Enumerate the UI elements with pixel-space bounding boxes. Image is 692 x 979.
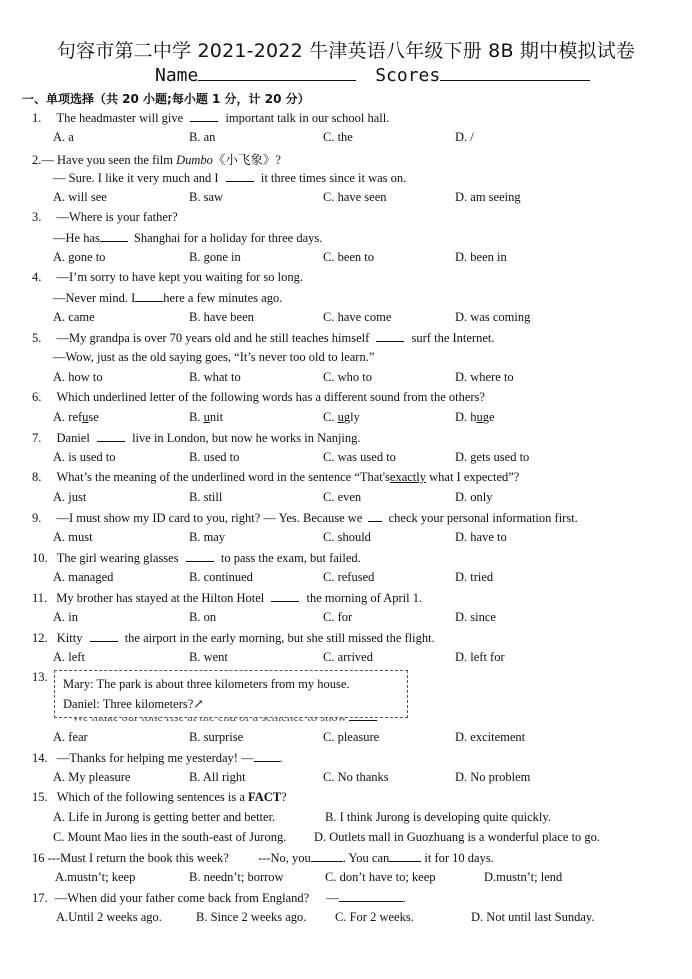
question-number: 15. <box>32 790 48 804</box>
question-text: here a few minutes ago. <box>163 291 283 305</box>
option-d[interactable]: D. / <box>455 130 474 144</box>
question-text: —My grandpa is over 70 years old and he still teaches himself <box>56 331 370 345</box>
question-number: 9. <box>32 511 42 525</box>
question-7 <box>32 430 361 446</box>
question-text: My brother has stayed at the Hilton Hotel <box>56 591 265 605</box>
question-8 <box>32 470 519 485</box>
answer-blank[interactable] <box>90 630 118 642</box>
option-a[interactable]: A. a <box>53 130 74 144</box>
answer-blank[interactable] <box>271 590 299 602</box>
option-c[interactable]: C. For 2 weeks. <box>335 910 414 924</box>
option-d[interactable]: D. have to <box>455 530 507 544</box>
question-text: —When did your father come back from England? <box>54 891 310 905</box>
question-text: . You can <box>342 851 390 865</box>
question-text: —Never mind. I <box>53 291 136 305</box>
option-a[interactable]: A.mustn’t; keep <box>55 870 136 884</box>
option-c[interactable]: C. who to <box>323 370 372 384</box>
question-text: the morning of April 1. <box>306 591 423 605</box>
question-text: —He has <box>53 231 100 245</box>
option-b[interactable]: B. have been <box>189 310 254 324</box>
option-d[interactable]: D. since <box>455 610 496 624</box>
option-d[interactable]: D. only <box>455 490 493 504</box>
option-b[interactable]: B. used to <box>189 450 240 464</box>
option-c[interactable]: C. No thanks <box>323 770 389 784</box>
underlined-letter: u <box>82 410 89 424</box>
option-a[interactable]: A. how to <box>53 370 103 384</box>
question-text: The girl wearing glasses <box>56 551 179 565</box>
question-6 <box>32 390 485 405</box>
underlined-word: exactly <box>389 470 426 484</box>
question-text: . <box>279 751 283 765</box>
option-d[interactable] <box>455 410 495 425</box>
answer-blank[interactable] <box>226 170 254 182</box>
option-b[interactable]: B. I think Jurong is developing quite quickly. <box>325 810 551 824</box>
option-b[interactable]: B. needn’t; borrow <box>189 870 284 884</box>
option-a[interactable]: A. left <box>53 650 85 664</box>
option-b[interactable]: B. Since 2 weeks ago. <box>196 910 307 924</box>
option-c[interactable]: C. should <box>323 530 371 544</box>
question-15 <box>32 790 287 805</box>
question-number: 5. <box>32 331 42 345</box>
answer-blank[interactable] <box>368 510 382 522</box>
question-number: 7. <box>32 431 42 445</box>
answer-blank[interactable] <box>389 850 421 862</box>
question-text: The headmaster will give <box>56 111 184 125</box>
answer-blank[interactable] <box>135 290 163 302</box>
option-d[interactable]: D. left for <box>455 650 505 664</box>
scores-field[interactable] <box>440 64 590 81</box>
underlined-letter: u <box>337 410 344 424</box>
option-b[interactable]: B. still <box>189 490 223 504</box>
option-d[interactable]: D.mustn’t; lend <box>484 870 563 884</box>
question-text: it for 10 days. <box>424 851 494 865</box>
question-number: 16 --- <box>32 851 61 865</box>
option-a[interactable]: A. must <box>53 530 93 544</box>
question-text: — <box>326 891 339 905</box>
question-text: —Thanks for helping me yesterday! — <box>56 751 254 765</box>
question-2-line-2 <box>53 170 406 186</box>
question-10 <box>32 550 361 566</box>
name-label: Name <box>155 65 199 86</box>
option-d[interactable]: D. am seeing <box>455 190 521 204</box>
option-a[interactable]: A. gone to <box>53 250 106 264</box>
option-text: nit <box>209 410 224 424</box>
option-b[interactable]: B. on <box>189 610 217 624</box>
answer-blank[interactable] <box>376 330 404 342</box>
question-5 <box>32 330 494 346</box>
question-text: What’s the meaning of the underlined word in the sentence “That's <box>56 470 390 484</box>
question-text: live in London, but now he works in Nanjing. <box>132 431 361 445</box>
question-number: 1. <box>32 111 42 125</box>
page-title: 句容市第二中学 2021-2022 牛津英语八年级下册 8B 期中模拟试卷 <box>56 40 636 62</box>
underlined-letter: u <box>203 410 210 424</box>
option-text: se <box>88 410 99 424</box>
option-b[interactable] <box>189 410 223 425</box>
option-b[interactable]: B. continued <box>189 570 253 584</box>
question-number: 17. <box>32 891 48 905</box>
option-text: ge <box>482 410 495 424</box>
option-text: gly <box>343 410 360 424</box>
option-c[interactable]: C. refused <box>323 570 375 584</box>
question-text: Which underlined letter of the following words has a different sound from the others? <box>56 390 485 404</box>
option-a[interactable]: A. in <box>53 610 78 624</box>
option-b[interactable]: B. may <box>189 530 226 544</box>
question-text: important talk in our school hall. <box>225 111 390 125</box>
option-a[interactable]: A. came <box>53 310 95 324</box>
scores-label: Scores <box>375 65 441 86</box>
question-text: . <box>402 891 406 905</box>
question-text: —I’m sorry to have kept you waiting for so long. <box>56 270 303 284</box>
option-b[interactable]: B. saw <box>189 190 224 204</box>
question-text: to pass the exam, but failed. <box>220 551 361 565</box>
question-number: 6. <box>32 390 42 404</box>
answer-blank[interactable] <box>254 750 280 762</box>
question-text: Kitty <box>56 631 83 645</box>
question-text: Shanghai for a holiday for three days. <box>133 231 323 245</box>
option-a[interactable]: A. is used to <box>53 450 116 464</box>
option-a[interactable]: A. just <box>53 490 87 504</box>
question-text: —I must show my ID card to you, right? — Yes. Because we <box>56 511 363 525</box>
answer-blank[interactable] <box>186 550 214 562</box>
option-text: D. h <box>455 410 477 424</box>
option-c[interactable] <box>323 410 360 425</box>
question-5-line-2: —Wow, just as the old saying goes, “It’s never too old to learn.” <box>53 350 375 364</box>
option-a[interactable]: A. Life in Jurong is getting better and better. <box>53 810 276 824</box>
answer-blank[interactable] <box>190 110 218 122</box>
option-c[interactable]: C. been to <box>323 250 375 264</box>
name-score-row <box>155 64 590 86</box>
question-3 <box>32 210 178 225</box>
dialog-line-daniel: Daniel: Three kilometers?↗ <box>63 697 204 711</box>
option-a[interactable]: A. managed <box>53 570 114 584</box>
option-d[interactable]: D. No problem <box>455 770 531 784</box>
option-a[interactable]: A. will see <box>53 190 107 204</box>
option-c[interactable]: C. for <box>323 610 353 624</box>
question-16 <box>32 850 494 866</box>
option-b[interactable]: B. an <box>189 130 216 144</box>
option-text: B. <box>189 410 204 424</box>
answer-blank[interactable] <box>100 230 128 242</box>
question-17 <box>32 890 406 906</box>
question-3-line-2 <box>53 230 322 246</box>
question-text: check your personal information first. <box>388 511 578 525</box>
question-text: Daniel <box>56 431 90 445</box>
question-text: Which of the following sentences is a <box>56 790 245 804</box>
name-field[interactable] <box>198 64 356 81</box>
option-c[interactable]: C. have come <box>323 310 392 324</box>
answer-blank[interactable] <box>339 890 403 902</box>
option-b[interactable]: B. what to <box>189 370 241 384</box>
section-heading: 一、单项选择（共 20 小题;每小题 1 分，计 20 分） <box>22 92 310 106</box>
option-d[interactable]: D. been in <box>455 250 507 264</box>
option-d[interactable]: D. where to <box>455 370 514 384</box>
answer-blank[interactable] <box>97 430 125 442</box>
option-d[interactable]: D. gets used to <box>455 450 530 464</box>
option-a[interactable]: A. My pleasure <box>53 770 131 784</box>
option-text: C. <box>323 410 338 424</box>
option-c[interactable]: C. don’t have to; keep <box>325 870 436 884</box>
question-1 <box>32 110 389 126</box>
question-9 <box>32 510 578 526</box>
question-4-line-2 <box>53 290 282 306</box>
option-text: A. ref <box>53 410 83 424</box>
option-a[interactable]: A.Until 2 weeks ago. <box>56 910 162 924</box>
question-text: the airport in the early morning, but she still missed the flight. <box>124 631 435 645</box>
option-c[interactable]: C. arrived <box>323 650 373 664</box>
emphasis-fact: FACT <box>248 790 282 804</box>
question-text: what I expected”? <box>429 470 520 484</box>
question-number: 10. <box>32 551 48 565</box>
question-13-number: 13. <box>32 670 48 684</box>
question-text: — Have you seen the film <box>41 153 173 167</box>
question-text: — Sure. I like it very much and I <box>53 171 219 185</box>
option-d[interactable]: D. was coming <box>455 310 531 324</box>
question-text: ? <box>281 790 287 804</box>
question-number: 11. <box>32 591 48 605</box>
film-title: Dumbo <box>176 153 213 167</box>
question-text: Must I return the book this week? <box>60 851 229 865</box>
dialog-box <box>54 670 408 718</box>
option-c[interactable]: C. the <box>323 130 353 144</box>
option-c[interactable]: C. was used to <box>323 450 396 464</box>
dialog-line-mary: Mary: The park is about three kilometers from my house. <box>63 677 350 691</box>
question-4 <box>32 270 303 285</box>
option-b[interactable]: B. surprise <box>189 730 244 744</box>
option-c[interactable]: C. even <box>323 490 362 504</box>
question-text: it three times since it was on. <box>260 171 407 185</box>
option-b[interactable]: B. went <box>189 650 228 664</box>
option-d[interactable]: D. Outlets mall in Guozhuang is a wonderful place to go. <box>314 830 601 844</box>
question-number: 12. <box>32 631 48 645</box>
question-number: 4. <box>32 270 42 284</box>
question-11 <box>32 590 422 606</box>
question-14 <box>32 750 283 766</box>
option-a[interactable] <box>53 410 99 425</box>
question-number: 8. <box>32 470 42 484</box>
option-c[interactable]: C. Mount Mao lies in the south-east of Jurong. <box>53 830 287 844</box>
question-number: 14. <box>32 751 48 765</box>
option-d[interactable]: D. excitement <box>455 730 526 744</box>
question-text: 《小飞象》? <box>212 153 281 167</box>
question-2 <box>32 150 281 168</box>
option-c[interactable]: C. pleasure <box>323 730 380 744</box>
option-d[interactable]: D. Not until last Sunday. <box>471 910 595 924</box>
option-c[interactable]: C. have seen <box>323 190 387 204</box>
question-text: —Where is your father? <box>56 210 178 224</box>
answer-blank[interactable] <box>311 850 343 862</box>
question-text: surf the Internet. <box>411 331 495 345</box>
option-a[interactable]: A. fear <box>53 730 88 744</box>
option-b[interactable]: B. gone in <box>189 250 241 264</box>
option-d[interactable]: D. tried <box>455 570 494 584</box>
question-12 <box>32 630 435 646</box>
question-number: 2. <box>32 153 42 167</box>
question-number: 3. <box>32 210 42 224</box>
question-text: ---No, you <box>257 851 311 865</box>
underlined-letter: u <box>476 410 483 424</box>
option-b[interactable]: B. All right <box>189 770 246 784</box>
